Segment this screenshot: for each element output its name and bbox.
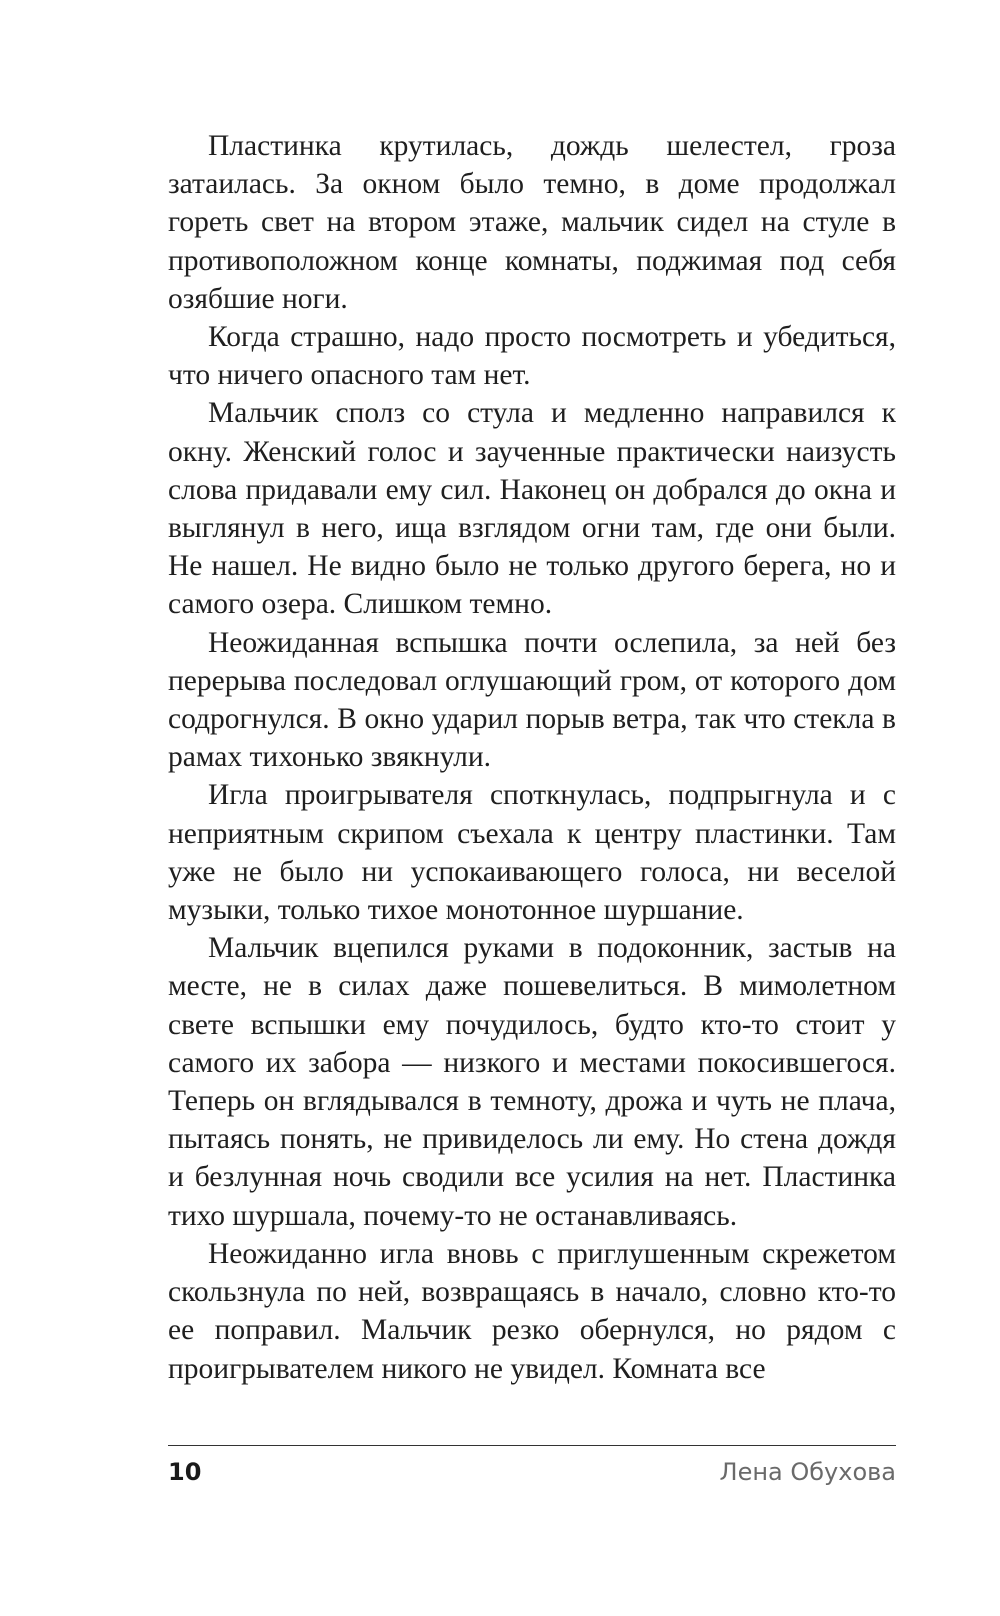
- paragraph: Игла проигрывателя споткнулась, подпрыгнула и с неприятным скрипом съехала к центру пластинки. Там уже не было ни успокаивающего голоса, ни веселой музыки, только тихое монотонное шуршание.: [168, 779, 896, 927]
- paragraph: Мальчик сполз со стула и медленно направился к окну. Женский голос и заученные практически наизусть слова придавали ему сил. Наконец он добрался до окна и выглянул в него, ища взглядом огни там, где они были. Не нашел. Не видно было не только другого берега, но и самого озера. Слишком темно.: [168, 397, 896, 621]
- body-text: [168, 127, 896, 1388]
- paragraph: Когда страшно, надо просто посмотреть и убедиться, что ничего опасного там нет.: [168, 321, 896, 392]
- paragraph: Неожиданная вспышка почти ослепила, за ней без перерыва последовал оглушающий гром, от которого дом содрогнулся. В окно ударил порыв ветра, так что стекла в рамах тихонько звякнули.: [168, 626, 896, 774]
- paragraph: Пластинка крутилась, дождь шелестел, гроза затаилась. За окном было темно, в доме продолжал гореть свет на втором этаже, мальчик сидел на стуле в противоположном конце комнаты, поджимая под себя озябшие ноги.: [168, 130, 896, 315]
- running-footer-author: Лена Обухова: [719, 1458, 896, 1486]
- paragraph: Мальчик вцепился руками в подоконник, застыв на месте, не в силах даже пошевелиться. В мимолетном свете вспышки ему почудилось, будто кто-то стоит у самого их забора — низкого и местами покосившегося. Теперь он вглядывался в темноту, дрожа и чуть не плача, пытаясь понять, не привиделось ли ему. Но стена дождя и безлунная ночь сводили все усилия на нет. Пластинка тихо шуршала, почему-то не останавливаясь.: [168, 932, 896, 1232]
- paragraph: Неожиданно игла вновь с приглушенным скрежетом скользнула по ней, возвращаясь в начало, словно кто-то ее поправил. Мальчик резко обернулся, но рядом с проигрывателем никого не увидел. Комната все: [168, 1237, 896, 1385]
- footer-divider: [168, 1445, 896, 1446]
- page-number: 10: [168, 1458, 202, 1486]
